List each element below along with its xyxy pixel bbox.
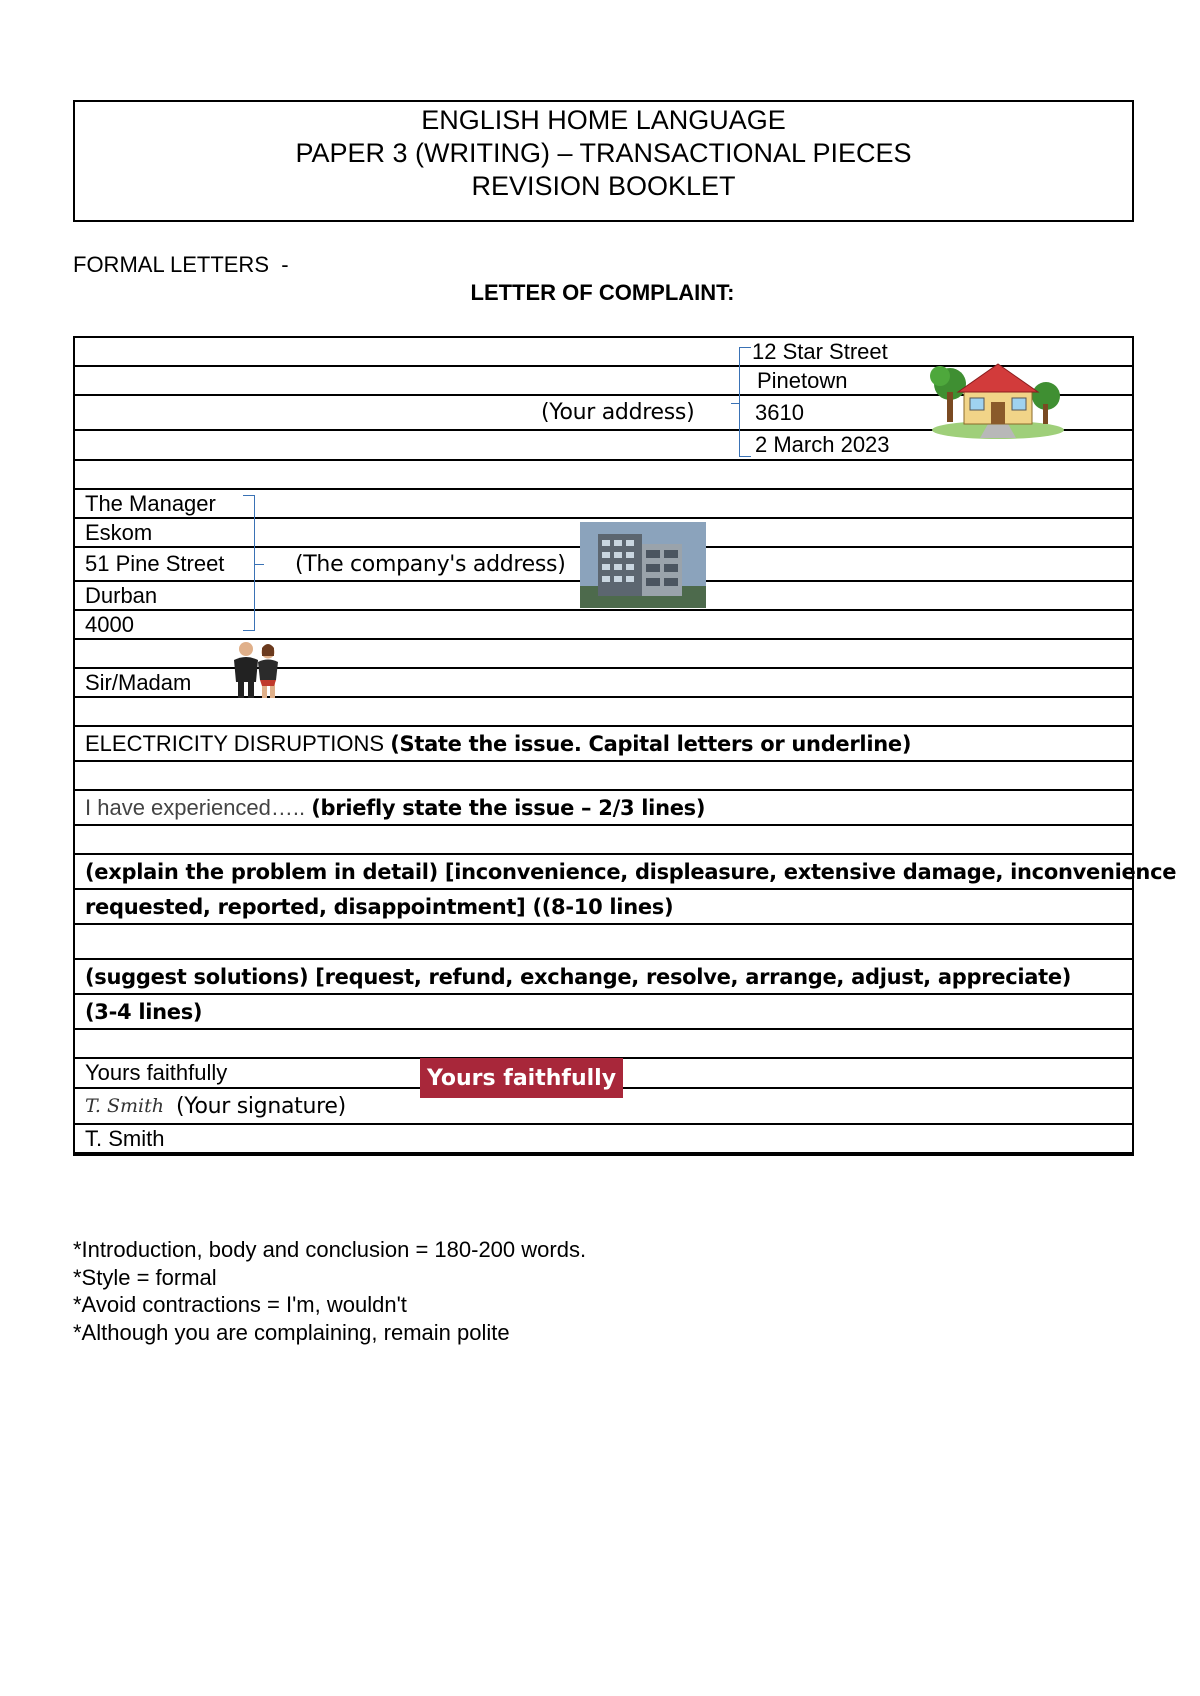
letter-date: 2 March 2023 (755, 432, 890, 457)
signature-line (85, 1089, 346, 1123)
booklet-title-box (73, 100, 1134, 222)
valediction: Yours faithfully (85, 1060, 228, 1085)
blank-row (75, 1030, 1132, 1059)
name-row (75, 1125, 1132, 1154)
recipient-city: Durban (85, 582, 158, 608)
body-row-2 (75, 890, 1132, 925)
blank-row (75, 762, 1132, 791)
title-line-1: ENGLISH HOME LANGUAGE (421, 105, 786, 135)
recipient-address-bracket (243, 495, 255, 631)
recipient-company: Eskom (85, 519, 153, 545)
recipient-row-code (75, 611, 1132, 640)
note-item: *Avoid contractions = I'm, wouldn't (73, 1292, 407, 1317)
section-title: FORMAL LETTERS - (73, 252, 289, 277)
house-clipart-icon (928, 356, 1068, 440)
note-item: *Style = formal (73, 1264, 217, 1290)
signature-note: (Your signature) (175, 1093, 346, 1119)
sender-address-note: (Your address) (541, 400, 695, 425)
intro-note: (briefly state the issue – 2/3 lines) (311, 795, 706, 820)
note-item: *Introduction, body and conclusion = 180-200 words. (73, 1237, 587, 1262)
subject-row (75, 727, 1132, 762)
recipient-row-title (75, 490, 1132, 519)
solutions-instruction-2: (3-4 lines) (85, 999, 203, 1024)
subsection-title: LETTER OF COMPLAINT: (470, 280, 735, 305)
body-row-1 (75, 855, 1177, 890)
intro-line (85, 791, 705, 824)
subject-line (85, 727, 911, 760)
recipient-bracket-tick (255, 564, 264, 565)
sender-bracket-tick (731, 403, 740, 404)
blank-row (75, 461, 1132, 490)
salutation: Sir/Madam (85, 669, 192, 695)
blank-row (75, 698, 1132, 727)
title-line-3: REVISION BOOKLET (471, 171, 736, 201)
blank-row (75, 925, 1132, 960)
solutions-instruction-1: (suggest solutions) [request, refund, exchange, resolve, arrange, adjust, appreciate) (85, 964, 1072, 989)
sender-address-bracket (739, 347, 751, 457)
subject-note: (State the issue. Capital letters or underline) (390, 731, 912, 756)
yours-faithfully-badge: Yours faithfully (420, 1058, 623, 1098)
intro-text: I have experienced….. (85, 794, 312, 820)
body-instruction-1: (explain the problem in detail) [inconvenience, displeasure, extensive damage, inconvenience (85, 859, 1177, 884)
business-people-icon (226, 640, 288, 698)
recipient-code: 4000 (85, 611, 134, 637)
blank-row (75, 826, 1132, 855)
office-building-icon (580, 522, 706, 608)
title-line-2: PAPER 3 (WRITING) – TRANSACTIONAL PIECES (295, 138, 912, 168)
body-instruction-2: requested, reported, disappointment] ((8-10 lines) (85, 894, 674, 919)
subject-text: ELECTRICITY DISRUPTIONS (85, 730, 391, 756)
signature: T. Smith (85, 1095, 164, 1117)
intro-row (75, 791, 1132, 826)
sender-code: 3610 (755, 399, 804, 425)
solutions-row-2 (75, 995, 1132, 1030)
printed-name: T. Smith (85, 1125, 165, 1151)
recipient-street: 51 Pine Street (85, 551, 225, 576)
letter-template-table (73, 336, 1177, 1156)
sender-street: 12 Star Street (752, 338, 888, 364)
writing-notes (73, 1236, 586, 1346)
company-address-note: (The company's address) (295, 551, 566, 577)
solutions-row-1 (75, 960, 1132, 995)
sender-town: Pinetown (757, 367, 848, 393)
recipient-title: The Manager (85, 490, 216, 516)
note-item: *Although you are complaining, remain polite (73, 1319, 510, 1345)
